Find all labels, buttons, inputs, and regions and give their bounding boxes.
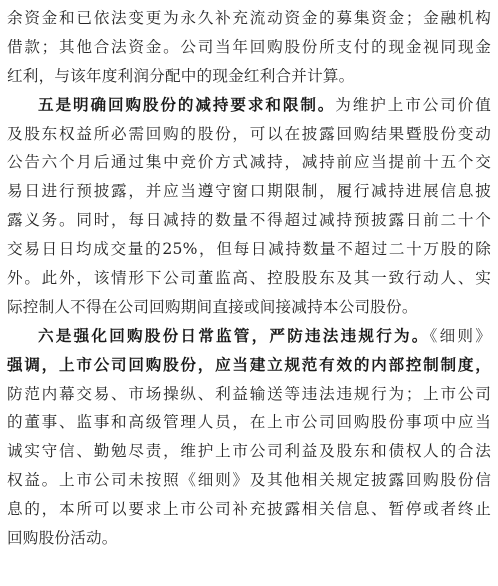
text-line: 外。此外，该情形下公司董监高、控股股东及其一致行动人、实 xyxy=(7,269,491,288)
text-line: 回购股份活动。 xyxy=(7,529,118,548)
paragraph-lead: 五是明确回购股份的减持要求和限制。 xyxy=(38,94,336,114)
text-line xyxy=(7,91,491,120)
text-line: 余资金和已依法变更为永久补充流动资金的募集资金；金融机构 xyxy=(7,9,491,27)
text-line: 际控制人不得在公司回购期间直接或间接减持本公司股份。 xyxy=(7,297,418,316)
text-line: 强调，上市公司回购股份，应当建立规范有效的内部控制制度， xyxy=(7,354,491,374)
text-line: 息的，本所可以要求上市公司补充披露相关信息、暂停或者终止 xyxy=(7,500,491,519)
text-fragment: 《细则》 xyxy=(429,326,491,345)
text-line: 红利，与该年度利润分配中的现金红利合并计算。 xyxy=(7,66,355,85)
paragraph-lead: 六是强化回购股份日常监管，严防违法违规行为。 xyxy=(38,325,430,345)
text-line: 露义务。同时，每日减持的数量不得超过减持预披露日前二十个 xyxy=(7,211,491,230)
text-line: 权益。上市公司未按照《细则》及其他相关规定披露回购股份信 xyxy=(7,471,491,490)
paragraph-funding-sources xyxy=(7,4,491,91)
text-line: 防范内幕交易、市场操纵、利益输送等违法违规行为；上市公司 xyxy=(7,384,491,403)
text-line: 易日进行预披露，并应当遵守窗口期限制，履行减持进展信息披 xyxy=(7,182,491,201)
text-line: 公告六个月后通过集中竞价方式减持，减持前应当提前十五个交 xyxy=(7,153,491,172)
text-line: 诚实守信、勤勉尽责，维护上市公司利益及股东和债权人的合法 xyxy=(7,442,491,461)
text-line xyxy=(7,322,491,351)
text-line: 的董事、监事和高级管理人员，在上市公司回购股份事项中应当 xyxy=(7,413,491,432)
text-line: 交易日日均成交量的25%，但每日减持数量不超过二十万股的除 xyxy=(7,240,491,259)
paragraph-supervision xyxy=(7,322,491,553)
text-line: 借款；其他合法资金。公司当年回购股份所支付的现金视同现金 xyxy=(7,37,491,56)
text-fragment: 为维护上市公司价值 xyxy=(335,95,491,114)
paragraph-reduction-rules xyxy=(7,91,491,322)
text-line: 及股东权益所必需回购的股份，可以在披露回购结果暨股份变动 xyxy=(7,124,491,143)
